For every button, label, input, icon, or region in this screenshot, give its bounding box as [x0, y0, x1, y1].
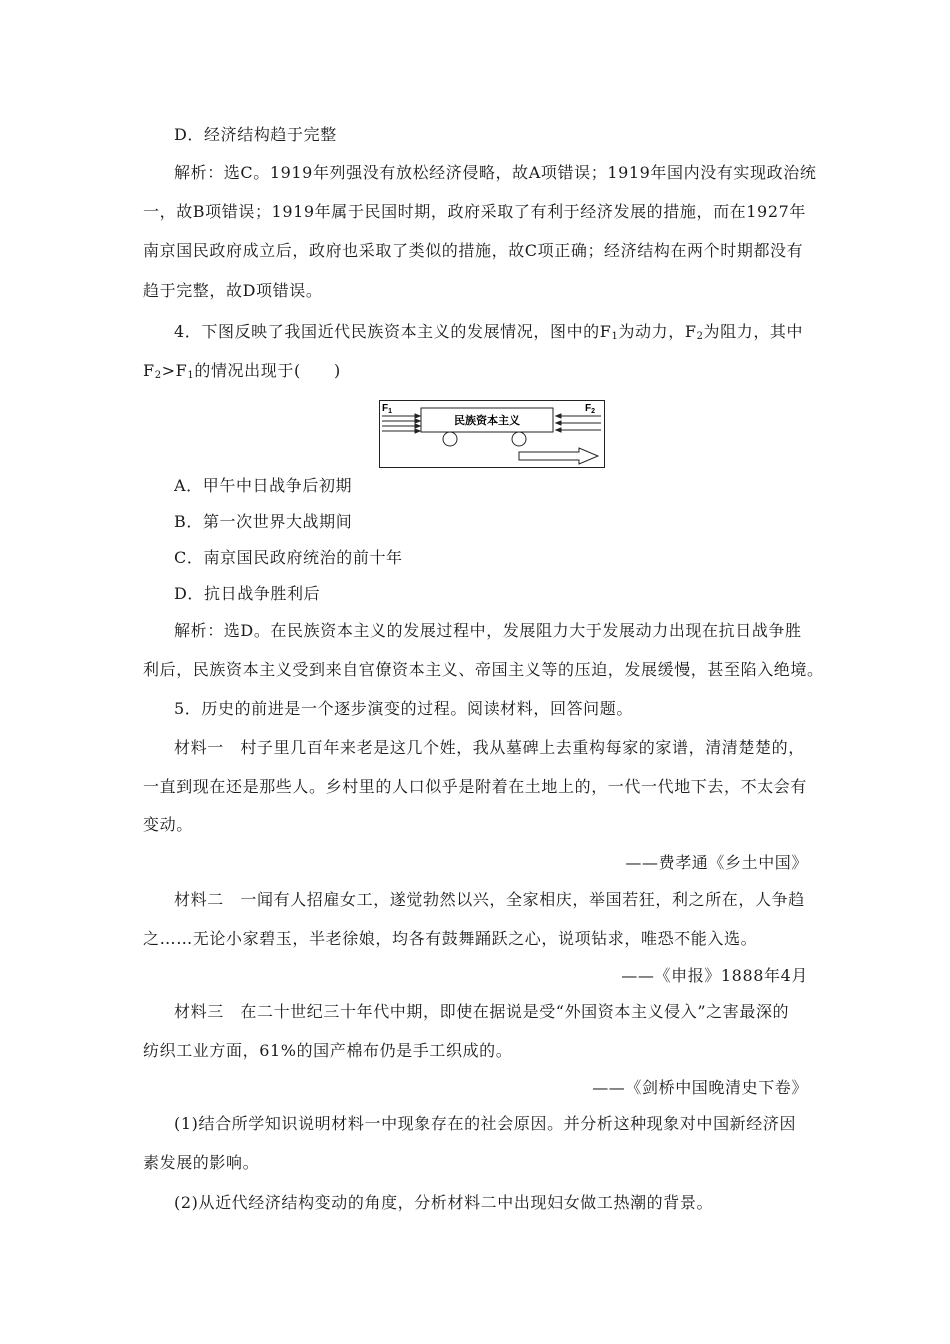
- material-3-line-1: 材料三 在二十世纪三十年代中期，即使在据说是受“外国资本主义侵入”之害最深的: [174, 1002, 790, 1021]
- question-4-line-1: [174, 322, 803, 347]
- question-5-stem: 5．历史的前进是一个逐步演变的过程。阅读材料，回答问题。: [174, 699, 633, 718]
- material-1-line-3: 变动。: [143, 815, 193, 834]
- q4-l2-text-a: F: [143, 361, 155, 380]
- force-f1-label: $F_1$: [382, 403, 393, 415]
- analysis-q4-line-2: 利后，民族资本主义受到来自官僚资本主义、帝国主义等的压迫，发展缓慢，甚至陷入绝境。: [143, 660, 824, 679]
- option-c-q4: C．南京国民政府统治的前十年: [174, 548, 403, 567]
- material-2-line-1: 材料二 一闻有人招雇女工，遂觉勃然以兴，全家相庆，举国若狂，利之所在，人争趋: [174, 890, 805, 909]
- q4-text-a: 4．下图反映了我国近代民族资本主义的发展情况，图中的F: [174, 322, 612, 341]
- option-d-q3: D．经济结构趋于完整: [174, 125, 337, 144]
- cart-force-diagram: [379, 400, 605, 468]
- q4-l2-text-b: >F: [161, 361, 188, 380]
- analysis-q3-line-4: 趋于完整，故D项错误。: [143, 281, 323, 300]
- question-4-line-2: [143, 361, 341, 386]
- material-1-line-1: 材料一 村子里几百年来老是这几个姓，我从墓碑上去重构每家的家谱，清清楚楚的，: [174, 738, 805, 757]
- material-3-line-2: 纺织工业方面，61%的国产棉布仍是手工织成的。: [143, 1041, 513, 1060]
- option-b-q4: B．第一次世界大战期间: [174, 512, 353, 531]
- cart-wheel-right: [512, 432, 526, 446]
- cart-label: 民族资本主义: [454, 414, 520, 427]
- material-1-source: ——费孝通《乡土中国》: [625, 853, 808, 872]
- q4-sub-2: 2: [696, 331, 704, 342]
- material-1-line-2: 一直到现在还是那些人。乡村里的人口似乎是附着在土地上的，一代一代地下去，不太会有: [143, 777, 808, 796]
- q4-l2-sub-1: 2: [154, 370, 162, 381]
- analysis-q3-line-2: 一，故B项错误；1919年属于民国时期，政府采取了有利于经济发展的措施，而在1927年: [143, 202, 806, 221]
- q4-text-c: 为阻力，其中: [703, 322, 804, 341]
- option-d-q4: D．抗日战争胜利后: [174, 584, 321, 603]
- cart-wheel-left: [443, 432, 457, 446]
- subquestion-1-line-1: (1)结合所学知识说明材料一中现象存在的社会原因。并分析这种现象对中国新经济因: [174, 1114, 797, 1133]
- force-f2-label: $F_2$: [585, 403, 596, 415]
- q4-l2-sub-2: 1: [187, 370, 195, 381]
- analysis-q3-line-3: 南京国民政府成立后，政府也采取了类似的措施，故C项正确；经济结构在两个时期都没有: [143, 241, 804, 260]
- subquestion-2: (2)从近代经济结构变动的角度，分析材料二中出现妇女做工热潮的背景。: [174, 1193, 714, 1212]
- analysis-q4-line-1: 解析：选D。在民族资本主义的发展过程中，发展阻力大于发展动力出现在抗日战争胜: [174, 621, 802, 640]
- analysis-q3-line-1: 解析：选C。1919年列强没有放松经济侵略，故A项错误；1919年国内没有实现政治统: [174, 163, 817, 182]
- subquestion-1-line-2: 素发展的影响。: [143, 1153, 260, 1172]
- option-a-q4: A．甲午中日战争后初期: [174, 476, 353, 495]
- material-2-line-2: 之……无论小家碧玉，半老徐娘，均各有鼓舞踊跃之心，说项钻求，唯恐不能入选。: [143, 929, 758, 948]
- material-3-source: ——《剑桥中国晚清史下卷》: [592, 1078, 808, 1097]
- q4-l2-text-c: 的情况出现于( ): [194, 361, 341, 380]
- material-2-source: ——《申报》1888年4月: [621, 966, 808, 985]
- q4-text-b: 为动力，F: [618, 322, 697, 341]
- q4-sub-1: 1: [611, 331, 619, 342]
